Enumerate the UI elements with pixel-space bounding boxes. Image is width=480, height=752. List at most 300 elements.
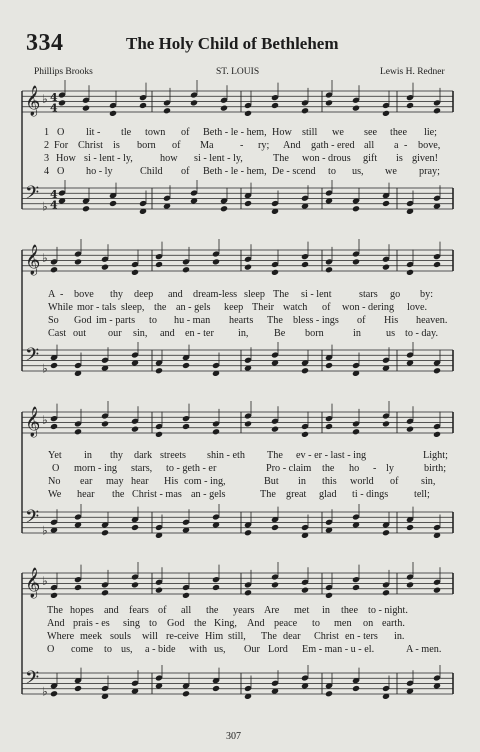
lyric-syllable: of — [390, 476, 399, 487]
lyric-syllable: And — [47, 618, 65, 629]
lyric-syllable: in. — [394, 631, 405, 642]
note-head — [301, 431, 309, 438]
lyric-syllable: O — [57, 166, 65, 177]
lyric-syllable: For — [54, 140, 69, 151]
lyric-syllable: Christ — [314, 631, 339, 642]
note-head — [50, 423, 58, 430]
lyric-syllable: ev - er - last - ing — [296, 450, 367, 461]
note-head — [382, 110, 390, 117]
treble-clef: 𝄞 — [25, 568, 41, 598]
composer-credit: Lewis H. Redner — [380, 67, 445, 77]
bass-clef: 𝄢 — [25, 183, 40, 208]
lyric-syllable: The — [47, 605, 63, 616]
note-head — [109, 110, 117, 117]
note-head — [244, 589, 252, 596]
lyric-syllable: all — [181, 605, 192, 616]
lyric-syllable: world — [350, 476, 374, 487]
note-head — [271, 524, 279, 531]
verse-line — [0, 140, 480, 153]
lyric-syllable: en - ter — [185, 328, 214, 339]
lyric-syllable: sing — [123, 618, 140, 629]
lyric-syllable: thee — [341, 605, 358, 616]
lyric-syllable: The — [267, 315, 283, 326]
lyric-syllable: Our — [244, 644, 260, 655]
lyric-syllable: God — [167, 618, 185, 629]
lyric-syllable: The — [267, 450, 283, 461]
lyric-syllable: thy — [110, 450, 124, 461]
verse-line — [0, 166, 480, 179]
lyric-syllable: the — [112, 489, 125, 500]
lyric-syllable: stars — [359, 289, 378, 300]
note-head — [155, 431, 163, 438]
lyric-syllable: this — [322, 476, 337, 487]
lyric-syllable: is — [396, 153, 403, 164]
lyric-syllable: O — [52, 463, 60, 474]
note-head — [352, 584, 360, 591]
lyric-syllable: in — [84, 450, 92, 461]
note-head — [101, 420, 109, 427]
note-head — [182, 592, 190, 599]
flat-sign: ♭ — [42, 684, 48, 699]
lyric-syllable: si - lent — [301, 289, 332, 300]
note-head — [406, 524, 414, 531]
note-head — [382, 264, 390, 271]
lyric-syllable: How — [56, 153, 76, 164]
note-head — [131, 581, 139, 588]
lyric-syllable: tell; — [414, 489, 430, 500]
note-head — [433, 431, 441, 438]
note-head — [352, 258, 360, 265]
lyric-syllable: the — [154, 302, 167, 313]
note-head — [244, 264, 252, 271]
lyric-syllable: Are — [264, 605, 280, 616]
lyric-syllable: us, — [121, 644, 133, 655]
lyric-syllable: in — [322, 605, 330, 616]
lyric-syllable: ly — [386, 463, 394, 474]
note-head — [131, 426, 139, 433]
note-head — [50, 690, 58, 697]
lyric-syllable: While — [48, 302, 73, 313]
lyric-syllable: We — [48, 489, 62, 500]
lyric-syllable: our — [108, 328, 122, 339]
lyric-syllable: shin - eth — [207, 450, 245, 461]
note-head — [325, 266, 333, 273]
note-head — [190, 99, 198, 106]
lyric-syllable: an - gels — [191, 489, 226, 500]
note-head — [155, 261, 163, 268]
time-signature: 4 — [50, 91, 58, 104]
lyric-syllable: to — [149, 315, 157, 326]
lyric-syllable: us — [386, 328, 396, 339]
verse-line — [0, 450, 480, 463]
lyric-syllable: of — [172, 140, 181, 151]
note-head — [74, 428, 82, 435]
lyric-syllable: De - scend — [272, 166, 316, 177]
note-head — [382, 529, 390, 536]
note-head — [182, 362, 190, 369]
treble-clef: 𝄞 — [25, 407, 41, 437]
verse-line — [0, 489, 480, 502]
lyric-syllable: in — [353, 328, 361, 339]
note-head — [406, 581, 414, 588]
note-head — [82, 105, 90, 112]
note-head — [271, 269, 279, 276]
lyric-syllable: A — [48, 289, 56, 300]
note-head — [325, 99, 333, 106]
lyric-syllable: hopes — [70, 605, 94, 616]
lyric-syllable: A - men. — [406, 644, 442, 655]
lyric-syllable: Em - man - u - el. — [302, 644, 375, 655]
note-head — [163, 107, 171, 114]
lyric-syllable: sleep, — [121, 302, 145, 313]
note-head — [74, 584, 82, 591]
flat-sign: ♭ — [42, 573, 48, 588]
lyric-syllable: bove, — [418, 140, 441, 151]
lyricist-credit: Phillips Brooks — [34, 67, 93, 77]
lyric-syllable: com - ing, — [184, 476, 226, 487]
lyric-syllable: all — [364, 140, 375, 151]
time-signature: 4 — [50, 101, 58, 115]
lyric-syllable: bove — [74, 289, 94, 300]
lyric-syllable: Beth - le - hem, — [203, 166, 267, 177]
note-head — [325, 423, 333, 430]
note-head — [212, 685, 220, 692]
lyric-syllable: see — [364, 127, 378, 138]
lyric-syllable: dark — [134, 450, 153, 461]
note-head — [220, 105, 228, 112]
lyric-syllable: morn - ing — [74, 463, 118, 474]
lyric-syllable: love. — [407, 302, 428, 313]
lyric-syllable: how — [160, 153, 178, 164]
verse-line — [0, 605, 480, 618]
lyric-syllable: in, — [238, 328, 249, 339]
note-head — [101, 529, 109, 536]
lyric-syllable: Cast — [48, 328, 67, 339]
lyric-syllable: Light; — [423, 450, 448, 461]
lyric-syllable: birth; — [424, 463, 447, 474]
lyric-syllable: of — [181, 166, 190, 177]
verse-line — [0, 631, 480, 644]
lyric-syllable: hear — [77, 489, 95, 500]
lyric-syllable: - — [240, 140, 244, 151]
lyric-syllable: and — [104, 605, 119, 616]
lyric-syllable: stars, — [131, 463, 153, 474]
lyric-syllable: - — [60, 289, 64, 300]
lyric-syllable: Where — [47, 631, 75, 642]
note-head — [244, 529, 252, 536]
lyric-syllable: is — [113, 140, 120, 151]
flat-sign: ♭ — [42, 91, 48, 106]
lyric-syllable: us, — [214, 644, 226, 655]
lyric-syllable: hu - man — [174, 315, 211, 326]
note-head — [82, 205, 90, 212]
lyric-syllable: the — [194, 618, 207, 629]
note-head — [271, 426, 279, 433]
treble-clef: 𝄞 — [25, 86, 41, 116]
lyric-syllable: si - lent - ly, — [194, 153, 243, 164]
lyric-syllable: won - dering — [342, 302, 395, 313]
note-head — [433, 367, 441, 374]
flat-sign: ♭ — [42, 523, 48, 538]
lyric-syllable: gift — [363, 153, 378, 164]
lyric-syllable: streets — [160, 450, 187, 461]
lyric-syllable: souls — [110, 631, 131, 642]
note-head — [301, 107, 309, 114]
lyric-syllable: Him — [205, 631, 224, 642]
verse-line — [0, 618, 480, 631]
page-number: 307 — [226, 731, 241, 742]
lyric-syllable: lie; — [424, 127, 438, 138]
note-head — [131, 269, 139, 276]
lyric-syllable: and — [168, 289, 183, 300]
lyric-syllable: of — [322, 302, 331, 313]
lyric-syllable: and — [160, 328, 175, 339]
bass-clef: 𝄢 — [25, 345, 40, 370]
verse-line — [0, 302, 480, 315]
note-head — [406, 269, 414, 276]
verse-number: 2 — [44, 140, 50, 151]
note-head — [244, 110, 252, 117]
lyric-syllable: sleep — [244, 289, 265, 300]
lyric-syllable: thy — [110, 289, 124, 300]
lyric-syllable: great — [286, 489, 307, 500]
note-head — [382, 200, 390, 207]
treble-clef: 𝄞 — [25, 245, 41, 275]
lyric-syllable: meek — [80, 631, 103, 642]
lyric-syllable: mor - tals — [77, 302, 117, 313]
note-head — [182, 266, 190, 273]
lyric-syllable: may — [106, 476, 124, 487]
lyric-syllable: Ma — [200, 140, 214, 151]
note-head — [433, 107, 441, 114]
lyric-syllable: - — [404, 140, 408, 151]
lyric-syllable: si - lent - ly, — [84, 153, 133, 164]
time-signature: 4 — [50, 198, 58, 212]
lyric-syllable: How — [272, 127, 292, 138]
lyric-syllable: a - bide — [145, 644, 176, 655]
lyric-syllable: years — [233, 605, 255, 616]
note-head — [182, 423, 190, 430]
note-head — [244, 420, 252, 427]
lyric-syllable: to - night. — [368, 605, 408, 616]
lyric-syllable: we — [385, 166, 397, 177]
lyric-syllable: en - ters — [345, 631, 378, 642]
verse-number: 1 — [44, 127, 50, 138]
lyric-syllable: Lord — [268, 644, 288, 655]
lyric-syllable: on — [363, 618, 374, 629]
lyric-syllable: lit - — [86, 127, 101, 138]
note-head — [220, 205, 228, 212]
lyric-syllable: given! — [412, 153, 439, 164]
flat-sign: ♭ — [42, 250, 48, 265]
lyric-syllable: we — [332, 127, 344, 138]
lyric-syllable: re-ceive — [166, 631, 199, 642]
verse-number: 4 — [44, 166, 50, 177]
lyric-syllable: to — [312, 618, 320, 629]
note-head — [271, 102, 279, 109]
lyric-syllable: ear — [80, 476, 93, 487]
lyric-syllable: Child — [140, 166, 163, 177]
lyric-syllable: The — [273, 289, 289, 300]
lyric-syllable: Christ — [78, 140, 103, 151]
lyric-syllable: will — [142, 631, 158, 642]
lyric-syllable: So — [48, 315, 59, 326]
lyric-syllable: God — [74, 315, 92, 326]
lyric-syllable: born — [305, 328, 324, 339]
note-head — [58, 99, 66, 106]
lyric-syllable: come — [71, 644, 94, 655]
hymn-number: 334 — [26, 30, 64, 56]
note-head — [101, 589, 109, 596]
lyric-syllable: sin, — [421, 476, 436, 487]
lyric-syllable: - — [373, 463, 377, 474]
flat-sign: ♭ — [42, 412, 48, 427]
lyric-syllable: ho - ly — [86, 166, 113, 177]
lyric-syllable: with — [189, 644, 208, 655]
lyric-syllable: hearts — [229, 315, 254, 326]
note-head — [212, 584, 220, 591]
lyric-syllable: to - day. — [405, 328, 439, 339]
lyric-syllable: by: — [420, 289, 434, 300]
note-head — [433, 261, 441, 268]
note-head — [406, 426, 414, 433]
note-head — [131, 524, 139, 531]
note-head — [109, 200, 117, 207]
lyric-syllable: No — [48, 476, 61, 487]
note-head — [325, 592, 333, 599]
lyric-syllable: prais - es — [73, 618, 110, 629]
note-head — [352, 428, 360, 435]
lyric-syllable: go — [390, 289, 401, 300]
note-head — [352, 685, 360, 692]
lyric-syllable: watch — [283, 302, 308, 313]
time-signature: 4 — [50, 188, 58, 201]
lyric-syllable: His — [164, 476, 179, 487]
lyric-syllable: sin, — [133, 328, 148, 339]
flat-sign: ♭ — [42, 361, 48, 376]
lyric-syllable: Yet — [48, 450, 62, 461]
lyric-syllable: Christ - mas — [132, 489, 182, 500]
note-head — [155, 367, 163, 374]
note-head — [212, 258, 220, 265]
lyric-syllable: of — [181, 127, 190, 138]
verse-number: 3 — [44, 153, 50, 164]
lyric-syllable: deep — [134, 289, 154, 300]
note-head — [101, 264, 109, 271]
lyric-syllable: dream-less — [193, 289, 238, 300]
verse-line — [0, 289, 480, 302]
lyric-syllable: gath - ered — [311, 140, 355, 151]
bass-clef: 𝄢 — [25, 507, 40, 532]
lyric-syllable: And — [283, 140, 301, 151]
lyric-syllable: ry; — [258, 140, 270, 151]
note-head — [352, 205, 360, 212]
lyric-syllable: im - parts — [96, 315, 136, 326]
lyric-syllable: Their — [252, 302, 275, 313]
lyric-syllable: Beth - le - hem, — [203, 127, 267, 138]
note-head — [50, 592, 58, 599]
lyric-syllable: still, — [228, 631, 246, 642]
verse-line — [0, 644, 480, 657]
lyric-syllable: us, — [352, 166, 364, 177]
lyric-syllable: a — [394, 140, 399, 151]
verse-line — [0, 315, 480, 328]
lyric-syllable: And — [247, 618, 265, 629]
lyric-syllable: born — [137, 140, 156, 151]
lyric-syllable: the — [322, 463, 335, 474]
lyric-syllable: of — [357, 315, 366, 326]
lyric-syllable: O — [57, 127, 65, 138]
lyric-syllable: Be — [274, 328, 286, 339]
verse-line — [0, 463, 480, 476]
note-head — [301, 367, 309, 374]
note-head — [301, 261, 309, 268]
lyric-syllable: to — [104, 644, 112, 655]
lyric-syllable: The — [260, 489, 276, 500]
lyric-syllable: won - drous — [302, 153, 351, 164]
note-head — [382, 589, 390, 596]
note-head — [301, 587, 309, 594]
lyric-syllable: But — [264, 476, 279, 487]
lyric-syllable: the — [206, 605, 219, 616]
lyric-syllable: The — [273, 153, 289, 164]
lyric-syllable: to — [328, 166, 336, 177]
note-head — [74, 258, 82, 265]
note-head — [182, 690, 190, 697]
lyric-syllable: ti - dings — [352, 489, 389, 500]
lyric-syllable: bless - ings — [293, 315, 339, 326]
verse-line — [0, 127, 480, 140]
verse-line — [0, 328, 480, 341]
tune-name: ST. LOUIS — [216, 67, 260, 77]
lyric-syllable: tle — [121, 127, 132, 138]
note-head — [271, 581, 279, 588]
note-head — [155, 587, 163, 594]
note-head — [244, 200, 252, 207]
lyric-syllable: King, — [214, 618, 237, 629]
lyric-syllable: thee — [390, 127, 407, 138]
lyric-syllable: glad — [319, 489, 337, 500]
note-head — [50, 266, 58, 273]
lyric-syllable: hear — [131, 476, 149, 487]
lyric-syllable: an - gels — [176, 302, 211, 313]
lyric-syllable: heaven. — [416, 315, 448, 326]
lyric-syllable: fears — [129, 605, 149, 616]
verse-line — [0, 153, 480, 166]
lyric-syllable: earth. — [382, 618, 405, 629]
lyric-syllable: ho — [349, 463, 360, 474]
lyric-syllable: in — [298, 476, 306, 487]
lyric-syllable: of — [158, 605, 167, 616]
lyric-syllable: met — [294, 605, 310, 616]
flat-sign: ♭ — [42, 199, 48, 214]
lyric-syllable: pray; — [419, 166, 440, 177]
note-head — [406, 102, 414, 109]
bass-clef: 𝄢 — [25, 668, 40, 693]
note-head — [382, 420, 390, 427]
note-head — [50, 362, 58, 369]
note-head — [352, 105, 360, 112]
lyric-syllable: town — [145, 127, 166, 138]
lyric-syllable: keep — [224, 302, 244, 313]
note-head — [212, 428, 220, 435]
lyric-syllable: The — [261, 631, 277, 642]
lyric-syllable: men — [334, 618, 352, 629]
lyric-syllable: peace — [274, 618, 298, 629]
note-head — [433, 587, 441, 594]
lyric-syllable: still — [302, 127, 318, 138]
verse-line — [0, 476, 480, 489]
